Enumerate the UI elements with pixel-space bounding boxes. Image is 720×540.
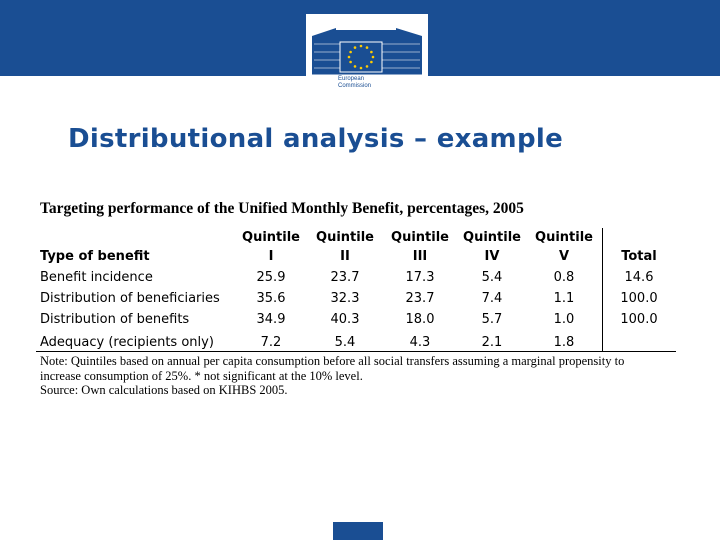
cell-q5: 1.0 [553,312,575,327]
col-header-q4-line2: IV [484,249,500,264]
cell-total: 100.0 [620,312,658,327]
col-header-q1-line1: Quintile [242,230,300,245]
cell-q3: 23.7 [405,291,435,306]
cell-q3: 18.0 [405,312,435,327]
cell-total: 14.6 [624,270,654,285]
col-header-q5-line1: Quintile [535,230,593,245]
table-notes [40,354,680,398]
cell-q1: 34.9 [256,312,286,327]
european-commission-logo [306,14,428,98]
col-header-total: Total [621,249,657,264]
cell-q2: 32.3 [330,291,360,306]
cell-q3: 4.3 [409,335,431,350]
row-label: Benefit incidence [40,270,153,285]
cell-q1: 25.9 [256,270,286,285]
row-label: Distribution of benefits [40,312,190,327]
cell-q4: 5.7 [481,312,503,327]
slide-title: Distributional analysis – example [68,124,564,154]
col-header-q5-line2: V [558,249,570,264]
col-header-q3-line2: III [412,249,428,264]
col-header-q3-line1: Quintile [391,230,449,245]
col-header-q2-line2: II [340,249,350,264]
table-row-benefit-incidence [36,270,676,292]
table-header-row-2 [36,249,676,271]
cell-q5: 1.8 [553,335,575,350]
row-header-label: Type of benefit [40,249,150,264]
table-vertical-divider [602,228,603,352]
cell-q4: 7.4 [481,291,503,306]
table-row-distribution-of-benefits [36,312,676,334]
table-row-distribution-of-beneficiaries [36,291,676,313]
cell-q5: 0.8 [553,270,575,285]
cell-q3: 17.3 [405,270,435,285]
row-label: Adequacy (recipients only) [40,335,214,350]
note-line-1: Note: Quintiles based on annual per capita consumption before all social transfers assuming a marginal propensity to [40,354,625,368]
table-bottom-rule [36,351,676,352]
logo-wordmark [338,76,418,90]
row-label: Distribution of beneficiaries [40,291,220,306]
cell-q2: 23.7 [330,270,360,285]
cell-q2: 5.4 [334,335,356,350]
cell-q1: 35.6 [256,291,286,306]
col-header-q2-line1: Quintile [316,230,374,245]
col-header-q1-line2: I [268,249,274,264]
cell-total: 100.0 [620,291,658,306]
source-line: Source: Own calculations based on KIHBS 2005. [40,383,288,397]
cell-q1: 7.2 [260,335,282,350]
cell-q4: 2.1 [481,335,503,350]
logo-line-2: Commission [338,83,372,89]
logo-line-1: European [338,76,365,82]
cell-q5: 1.1 [553,291,575,306]
cell-q2: 40.3 [330,312,360,327]
cell-q4: 5.4 [481,270,503,285]
note-line-2: increase consumption of 25%. * not significant at the 10% level. [40,368,363,383]
table-title: Targeting performance of the Unified Monthly Benefit, percentages, 2005 [40,200,524,217]
col-header-q4-line1: Quintile [463,230,521,245]
footer-tab [333,522,383,540]
